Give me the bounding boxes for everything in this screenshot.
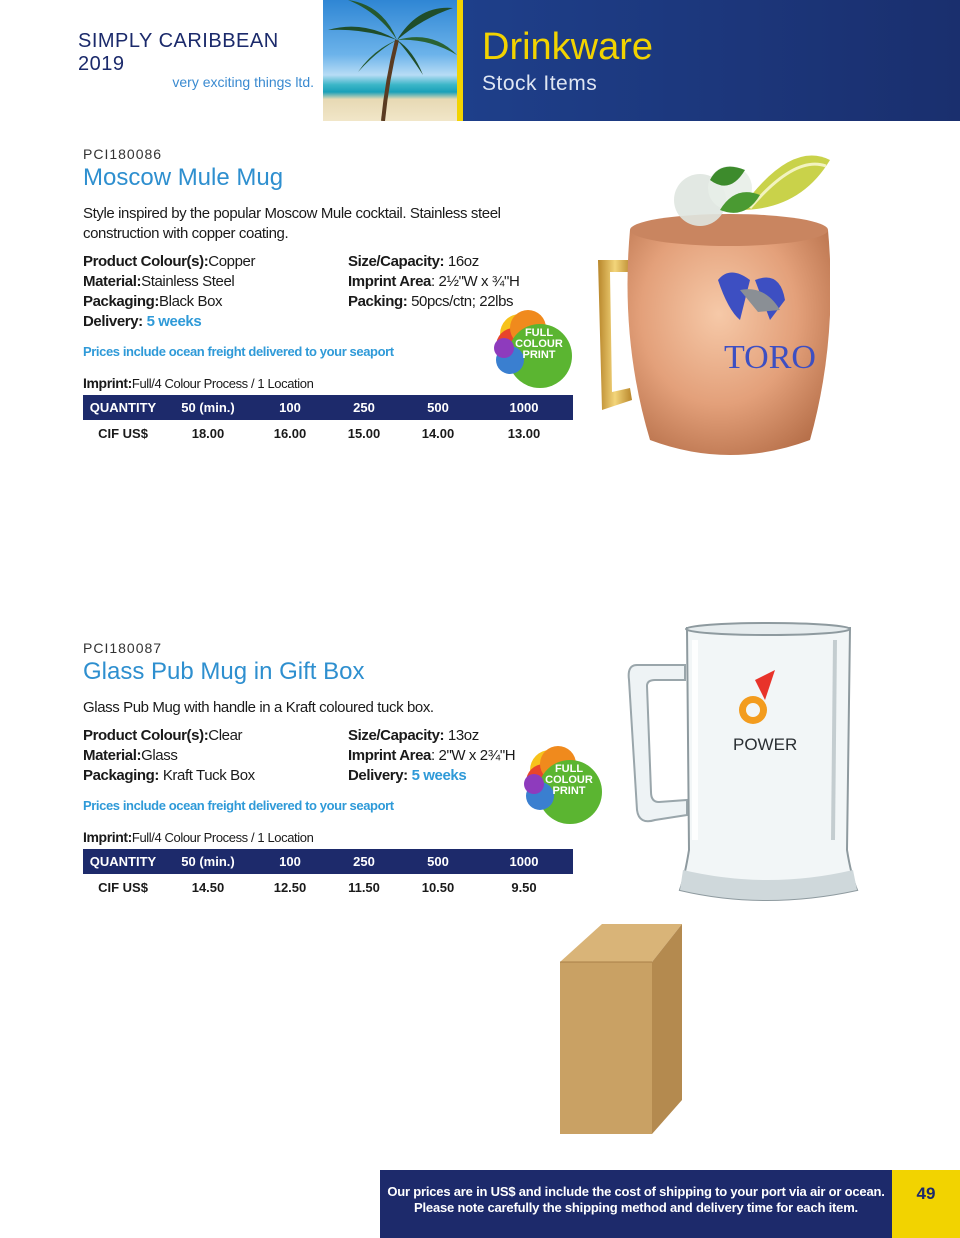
price-cell: 11.50 — [348, 879, 380, 895]
full-colour-print-badge — [490, 308, 572, 390]
spec-material: Material:Stainless Steel — [83, 273, 235, 290]
title-panel — [463, 0, 960, 121]
product-description: Style inspired by the popular Moscow Mule cocktail. Stainless steel construction with copper coating. — [83, 205, 501, 242]
price-cell: 18.00 — [191, 425, 225, 441]
header-cell: 1000 — [475, 395, 573, 420]
prices-note: Prices include ocean freight delivered to your seaport — [83, 344, 394, 359]
footer-line-1: Our prices are in US$ and include the cost of shipping to your port via air or ocean. — [387, 1184, 885, 1199]
page-number: 49 — [892, 1170, 960, 1238]
specs-left — [83, 726, 348, 786]
header-cell: 1000 — [475, 849, 573, 874]
spec-packaging: Packaging: Kraft Tuck Box — [83, 767, 255, 784]
spec-imprint-area: Imprint Area: 2½"W x ¾"H — [348, 273, 520, 290]
price-table-header — [83, 849, 573, 874]
price-cell: 12.50 — [273, 879, 307, 895]
brand-logo — [78, 30, 318, 90]
price-cell: CIF US$ — [98, 879, 148, 895]
price-table-header — [83, 395, 573, 420]
price-table — [83, 849, 573, 900]
header-cell: QUANTITY — [83, 395, 163, 420]
moscow-mule-mug-image — [590, 140, 830, 470]
product-specs — [83, 726, 573, 786]
product-glass-pub-mug — [83, 640, 573, 900]
brand-tagline: very exciting things ltd. — [172, 74, 314, 90]
price-cell: 9.50 — [511, 879, 537, 895]
spec-material: Material:Glass — [83, 747, 178, 764]
header-cell: 100 — [253, 395, 327, 420]
header-cell: 250 — [327, 395, 401, 420]
header-cell: 50 (min.) — [163, 395, 253, 420]
page-title: Drinkware — [482, 26, 654, 68]
prices-note: Prices include ocean freight delivered to your seaport — [83, 798, 394, 813]
toro-logo-text: TORO — [724, 339, 816, 376]
header-cell: 500 — [401, 849, 475, 874]
spec-delivery: Delivery: 5 weeks — [83, 313, 202, 330]
badge-text: FULL COLOUR PRINT — [545, 763, 593, 797]
product-name: Moscow Mule Mug — [83, 164, 284, 191]
header-cell: 500 — [401, 395, 475, 420]
full-colour-print-badge — [520, 744, 602, 826]
product-code: PCI180086 — [83, 146, 163, 162]
price-cell: 14.00 — [421, 425, 455, 441]
glass-pub-mug-image — [625, 620, 860, 910]
power-logo-text: POWER — [733, 735, 798, 754]
header-cell: 250 — [327, 849, 401, 874]
page-subtitle: Stock Items — [482, 72, 598, 95]
specs-right — [348, 726, 515, 786]
spec-packaging: Packaging:Black Box — [83, 293, 223, 310]
imprint-info: Imprint:Full/4 Colour Process / 1 Location — [83, 829, 314, 845]
imprint-info: Imprint:Full/4 Colour Process / 1 Location — [83, 375, 314, 391]
product-moscow-mule — [83, 146, 573, 446]
spec-capacity: Size/Capacity: 16oz — [348, 253, 479, 270]
spec-colour: Product Colour(s):Clear — [83, 727, 243, 744]
beach-image — [323, 0, 457, 121]
footer-notice — [380, 1170, 892, 1238]
price-cell: 13.00 — [507, 425, 541, 441]
spec-delivery: Delivery: 5 weeks — [348, 767, 467, 784]
product-name: Glass Pub Mug in Gift Box — [83, 658, 365, 685]
spec-imprint-area: Imprint Area: 2"W x 2¾"H — [348, 747, 516, 764]
page-header — [0, 0, 960, 121]
header-cell: 100 — [253, 849, 327, 874]
footer-line-2: Please note carefully the shipping method and delivery time for each item. — [414, 1200, 858, 1215]
specs-left — [83, 252, 348, 332]
product-description: Glass Pub Mug with handle in a Kraft coloured tuck box. — [83, 699, 434, 716]
spec-colour: Product Colour(s):Copper — [83, 253, 256, 270]
table-row — [83, 420, 573, 446]
price-cell: 16.00 — [273, 425, 307, 441]
price-cell: 15.00 — [347, 425, 381, 441]
badge-text: FULL COLOUR PRINT — [515, 327, 563, 361]
price-cell: 14.50 — [191, 879, 225, 895]
price-cell: 10.50 — [421, 879, 455, 895]
brand-name: SIMPLY CARIBBEAN 2019 — [78, 30, 279, 75]
table-row — [83, 874, 573, 900]
spec-packing: Packing: 50pcs/ctn; 22lbs — [348, 293, 514, 310]
spec-capacity: Size/Capacity: 13oz — [348, 727, 479, 744]
header-cell: QUANTITY — [83, 849, 163, 874]
product-code: PCI180087 — [83, 640, 163, 656]
price-table — [83, 395, 573, 446]
kraft-gift-box-image — [552, 920, 692, 1138]
price-cell: CIF US$ — [98, 425, 148, 441]
header-cell: 50 (min.) — [163, 849, 253, 874]
